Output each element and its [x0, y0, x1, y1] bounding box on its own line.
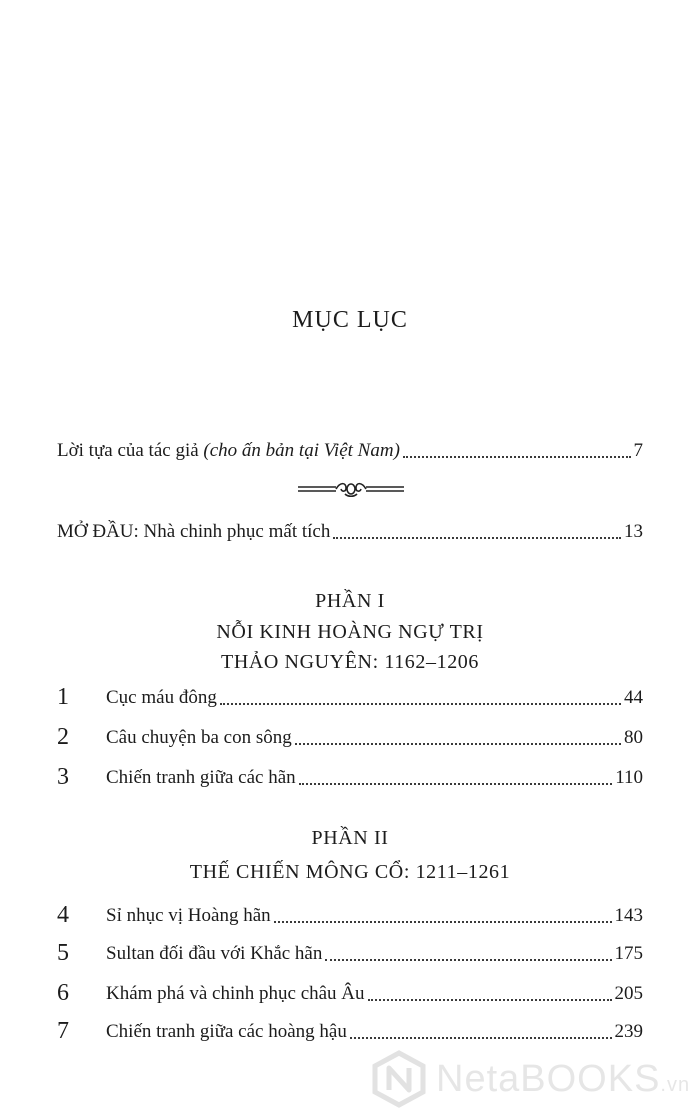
toc-entry-chapter	[106, 687, 643, 709]
page-number: 13	[624, 521, 643, 542]
entry-label: Chiến tranh giữa các hãn	[106, 767, 296, 788]
toc-entry-chapter	[106, 905, 643, 927]
chapter-number: 6	[57, 980, 69, 1006]
page-number: 7	[633, 440, 643, 461]
entry-label: Cục máu đông	[106, 687, 217, 708]
page-number: 239	[614, 1021, 643, 1042]
toc-entry-chapter	[106, 943, 643, 965]
toc-entry-chapter	[106, 767, 643, 789]
dot-leader	[350, 1037, 612, 1039]
chapter-number: 2	[57, 724, 69, 750]
watermark-text: NetaBOOKS.vn	[436, 1058, 691, 1100]
entry-label: Sultan đối đầu với Khắc hãn	[106, 943, 323, 964]
chapter-number: 1	[57, 684, 69, 710]
chapter-number: 7	[57, 1018, 69, 1044]
netabooks-logo-icon	[370, 1050, 428, 1108]
entry-label: Khám phá và chinh phục châu Âu	[106, 983, 365, 1004]
entry-label: Câu chuyện ba con sông	[106, 727, 292, 748]
entry-label: Chiến tranh giữa các hoàng hậu	[106, 1021, 347, 1042]
chapter-number: 4	[57, 902, 69, 928]
page-number: 110	[615, 767, 643, 788]
page-number: 205	[614, 983, 643, 1004]
dot-leader	[403, 456, 631, 458]
page-number: 80	[624, 727, 643, 748]
dot-leader	[333, 537, 621, 539]
ornament-divider	[296, 478, 406, 500]
chapter-number: 3	[57, 764, 69, 790]
dot-leader	[295, 743, 621, 745]
page-number: 143	[614, 905, 643, 926]
toc-entry-preface	[57, 440, 643, 462]
toc-entry-chapter	[106, 983, 643, 1005]
part-subtitle: THẢO NGUYÊN: 1162–1206	[221, 651, 479, 673]
entry-label: Sỉ nhục vị Hoàng hãn	[106, 905, 271, 926]
part-subtitle: NỖI KINH HOÀNG NGỰ TRỊ	[216, 621, 484, 643]
part-heading: PHẦN I	[315, 590, 385, 612]
entry-label: Lời tựa của tác giả (cho ấn bản tại Việt Nam)	[57, 440, 400, 461]
entry-label: MỞ ĐẦU: Nhà chinh phục mất tích	[57, 521, 331, 542]
dot-leader	[368, 999, 612, 1001]
toc-title: MỤC LỤC	[292, 307, 408, 333]
toc-entry-chapter	[106, 727, 643, 749]
dot-leader	[220, 703, 621, 705]
part-heading: PHẦN II	[311, 827, 389, 849]
toc-entry-chapter	[106, 1021, 643, 1043]
dot-leader	[299, 783, 613, 785]
page-number: 44	[624, 687, 643, 708]
page-number: 175	[614, 943, 643, 964]
dot-leader	[325, 959, 611, 961]
watermark	[366, 1046, 696, 1110]
dot-leader	[274, 921, 612, 923]
toc-entry-intro	[57, 521, 643, 543]
part-subtitle: THẾ CHIẾN MÔNG CỔ: 1211–1261	[189, 861, 511, 883]
chapter-number: 5	[57, 940, 69, 966]
